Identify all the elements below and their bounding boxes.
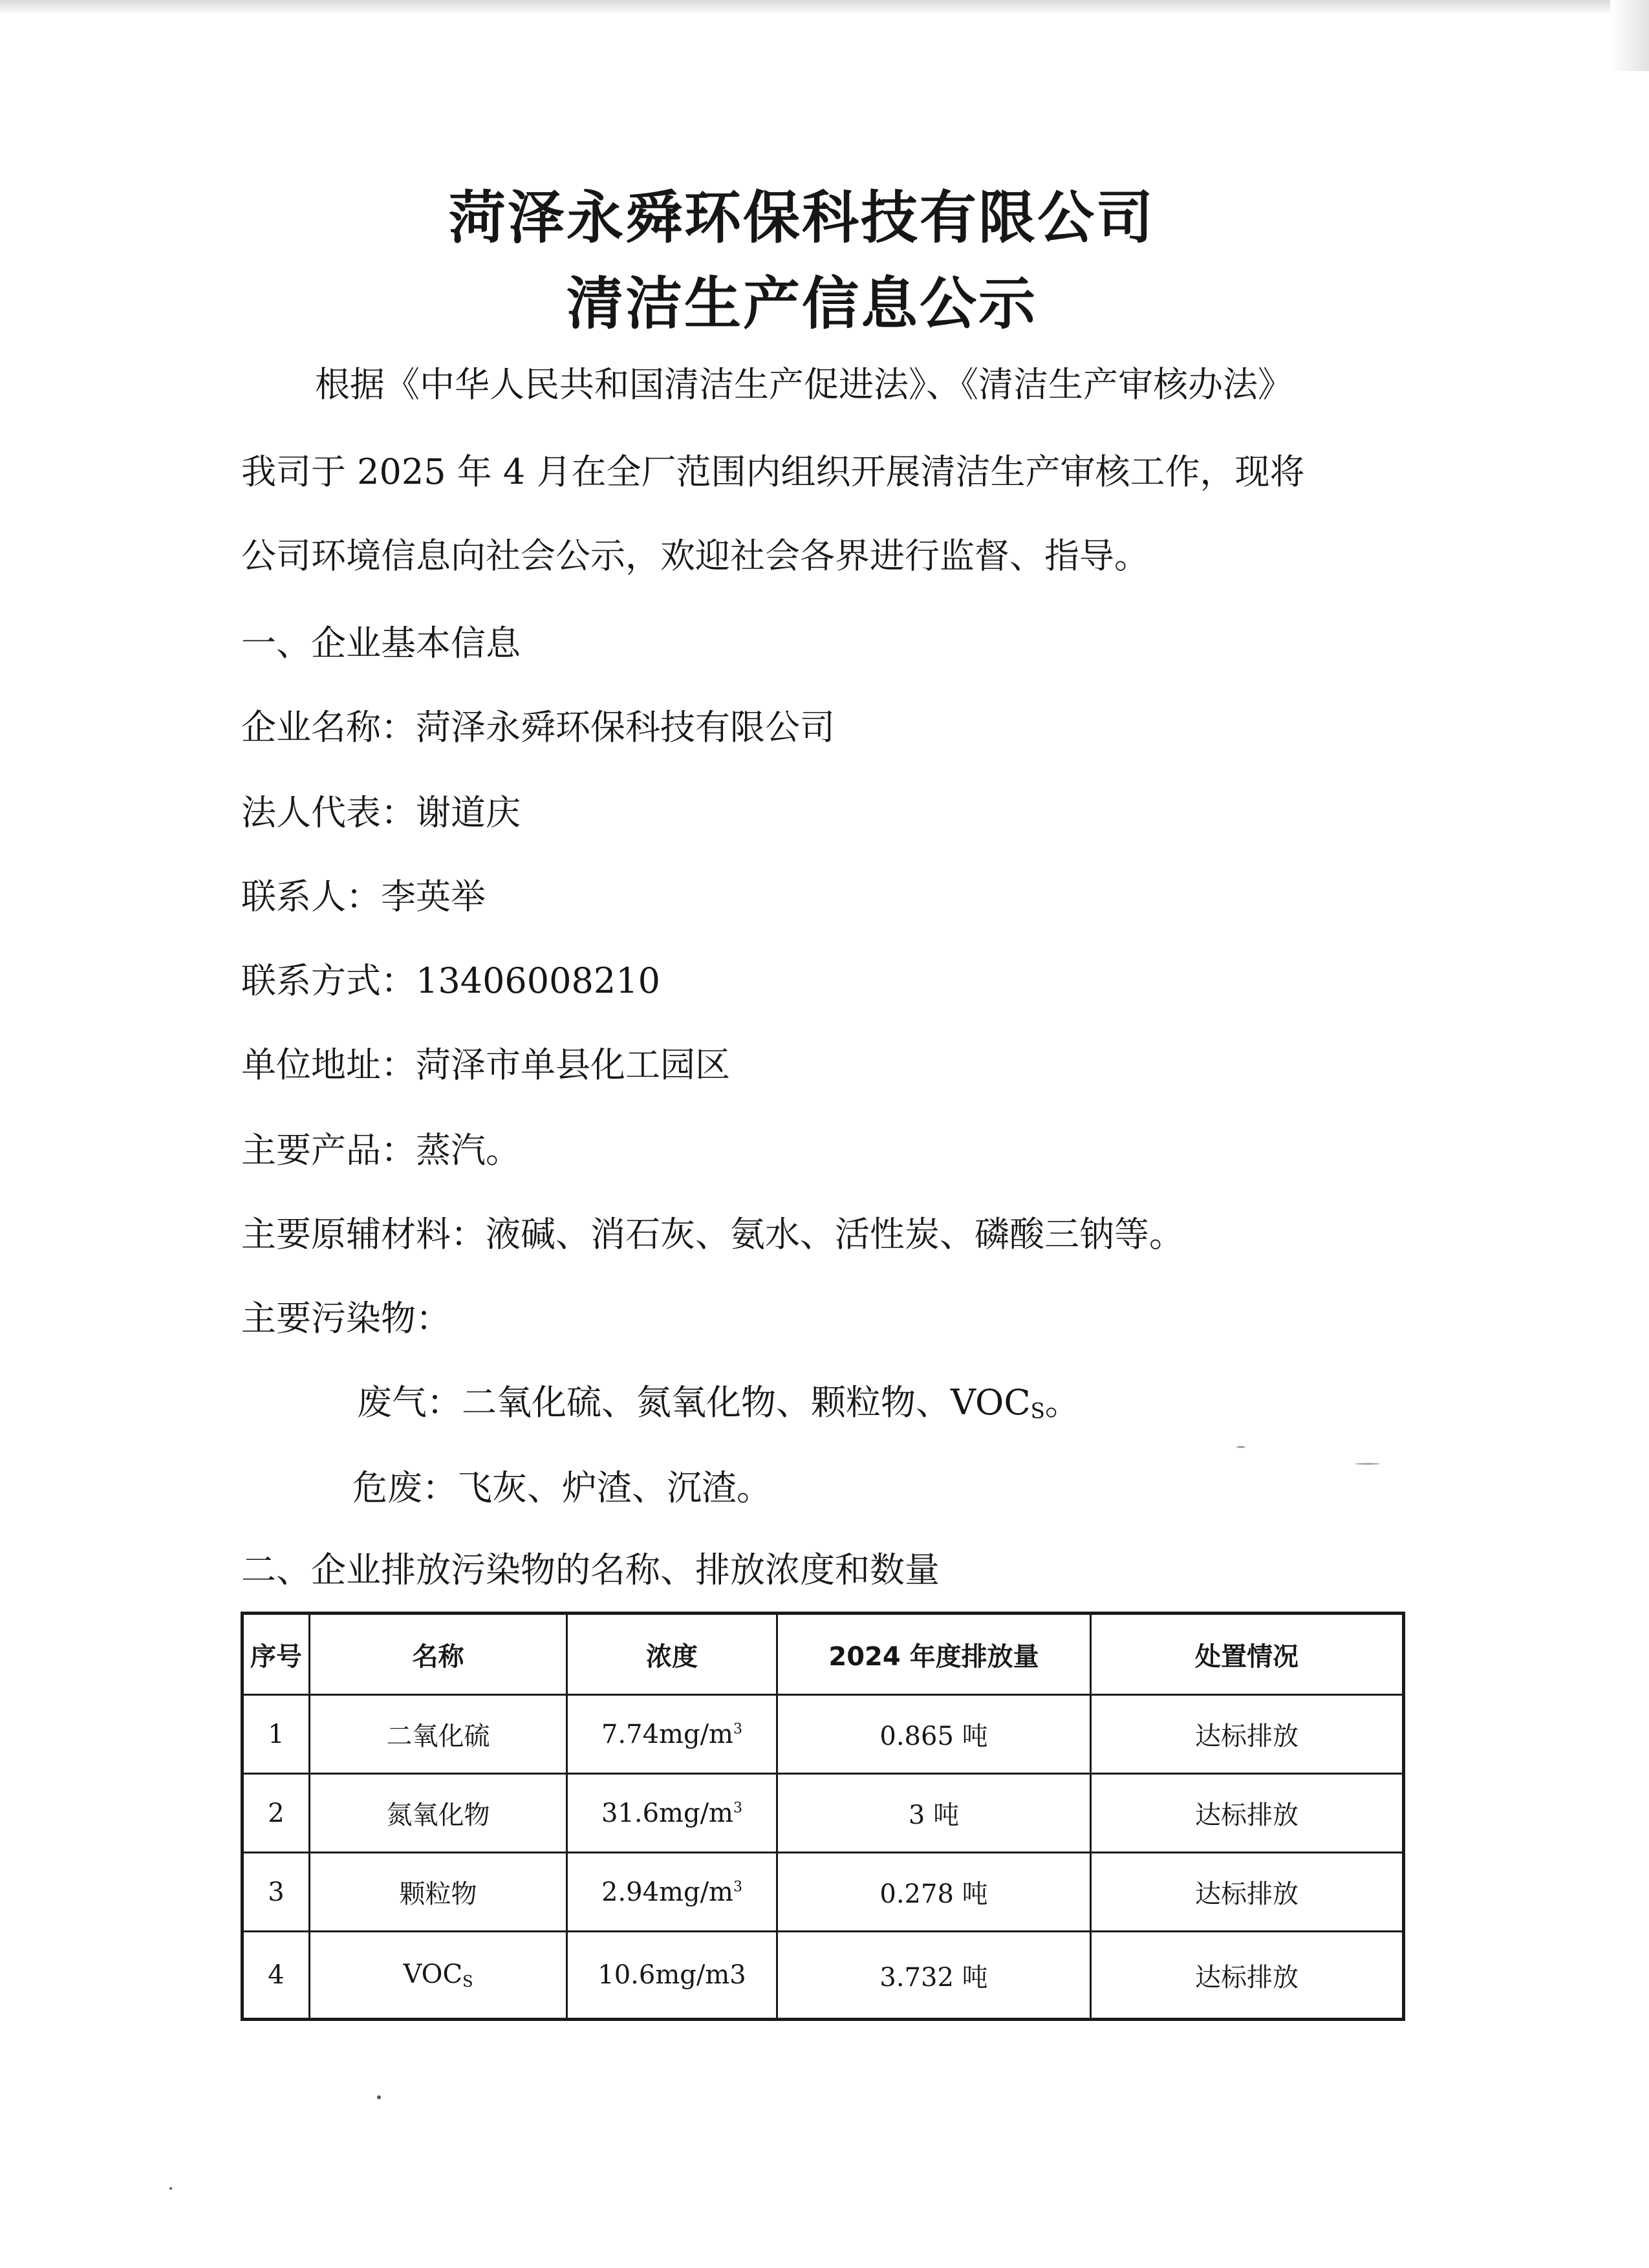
field-value: 菏泽永舜环保科技有限公司 (416, 707, 835, 748)
cell-disposal: 达标排放 (1091, 1932, 1404, 2020)
address-field (241, 1042, 730, 1088)
legal-rep-field (241, 790, 521, 836)
cell-concentration: $31.6mg/m^3$ (567, 1774, 777, 1853)
header-disposal: 处置情况 (1091, 1614, 1404, 1695)
field-label: 危废： (352, 1467, 457, 1508)
field-value: 蒸汽。 (416, 1130, 521, 1171)
cell-disposal: 达标排放 (1091, 1774, 1404, 1853)
cell-amount: 0.278 吨 (777, 1853, 1091, 1932)
table-row (242, 1932, 1404, 2020)
field-label: 法人代表： (241, 792, 416, 833)
field-value: 谢道庆 (416, 792, 521, 833)
products-field (241, 1128, 521, 1173)
hazardous-field (352, 1465, 771, 1511)
field-label: 单位地址： (241, 1044, 416, 1085)
subscript: S (1030, 1399, 1045, 1423)
scan-speck (169, 2187, 172, 2190)
intro-line-3: 公司环境信息向社会公示，欢迎社会各界进行监督、指导。 (241, 535, 1149, 576)
scan-edge-shadow (0, 0, 1649, 14)
emissions-table (241, 1612, 1405, 2021)
field-value: 液碱、消石灰、氨水、活性炭、磷酸三钠等。 (486, 1214, 1184, 1255)
table-header-row (242, 1614, 1404, 1695)
header-amount: 2024 年度排放量 (777, 1614, 1091, 1695)
contact-field (241, 874, 486, 920)
company-name-field (241, 705, 835, 750)
cell-name: $VOC_S$ (310, 1932, 567, 2020)
field-label: 废气： (357, 1382, 462, 1423)
field-value: 二氧化硫、氮氧化物、颗粒物、VOC (462, 1382, 1031, 1423)
field-end: 。 (1044, 1382, 1080, 1423)
cell-no: 3 (242, 1853, 310, 1932)
scan-corner-shadow (1610, 0, 1649, 71)
field-label: 联系人： (241, 876, 381, 917)
cell-disposal: 达标排放 (1091, 1695, 1404, 1774)
scan-speck (1355, 1463, 1380, 1465)
table-row (242, 1853, 1404, 1932)
materials-field (241, 1212, 1184, 1257)
table-row (242, 1695, 1404, 1774)
cell-concentration: 10.6mg/m3 (567, 1932, 777, 2020)
header-name: 名称 (310, 1614, 567, 1695)
header-no: 序号 (242, 1614, 310, 1695)
field-label: 主要原辅材料： (241, 1214, 486, 1255)
page-subtitle: 清洁生产信息公示 (566, 270, 1037, 337)
cell-no: 2 (242, 1774, 310, 1853)
field-label: 企业名称： (241, 707, 416, 748)
field-value: 菏泽市单县化工园区 (416, 1044, 730, 1085)
phone-field (241, 958, 660, 1004)
cell-name: 颗粒物 (310, 1853, 567, 1932)
scan-speck (1236, 1446, 1245, 1448)
cell-name: 氮氧化物 (310, 1774, 567, 1853)
cell-no: 1 (242, 1695, 310, 1774)
pollutants-label: 主要污染物： (241, 1298, 451, 1339)
field-label: 主要产品： (241, 1130, 416, 1171)
field-value: 飞灰、炉渣、沉渣。 (457, 1467, 771, 1508)
header-concentration: 浓度 (567, 1614, 777, 1695)
cell-disposal: 达标排放 (1091, 1853, 1404, 1932)
field-label: 联系方式： (241, 960, 416, 1001)
cell-name: 二氧化硫 (310, 1695, 567, 1774)
intro-line-1: 根据《中华人民共和国清洁生产促进法》、《清洁生产审核办法》 (315, 364, 1293, 405)
section1-heading: 一、企业基本信息 (241, 623, 521, 664)
cell-concentration: $2.94mg/m^3$ (567, 1853, 777, 1932)
cell-concentration: $7.74mg/m^3$ (567, 1695, 777, 1774)
cell-amount: 0.865 吨 (777, 1695, 1091, 1774)
cell-amount: 3 吨 (777, 1774, 1091, 1853)
scan-speck (377, 2095, 381, 2099)
table-row (242, 1774, 1404, 1853)
cell-amount: 3.732 吨 (777, 1932, 1091, 2020)
section2-heading: 二、企业排放污染物的名称、排放浓度和数量 (241, 1550, 940, 1590)
field-value: 13406008210 (416, 960, 660, 1001)
page-title: 菏泽永舜环保科技有限公司 (448, 184, 1155, 251)
intro-line-2: 我司于 2025 年 4 月在全厂范围内组织开展清洁生产审核工作，现将 (241, 451, 1305, 492)
waste-gas-field (357, 1380, 1080, 1434)
cell-no: 4 (242, 1932, 310, 2020)
field-value: 李英举 (381, 876, 486, 917)
